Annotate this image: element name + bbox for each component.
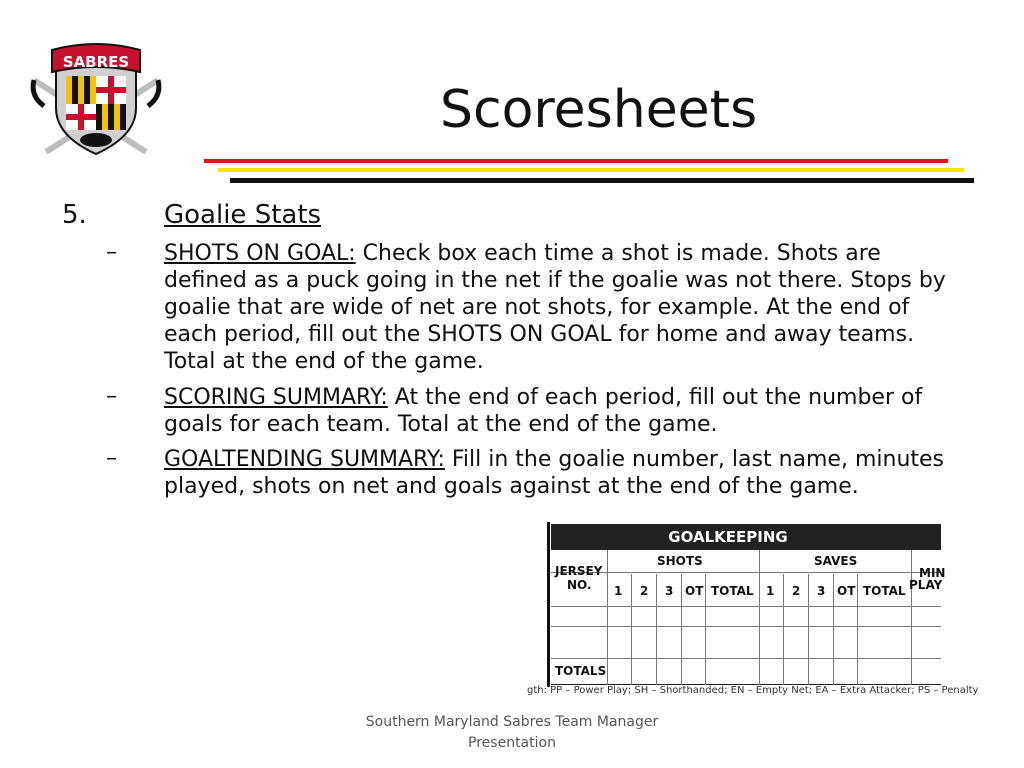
shots-col-ot: OT [685, 584, 704, 598]
bullet-dash: – [106, 446, 117, 471]
goalkeeping-header: GOALKEEPING [551, 524, 941, 550]
grid-line [551, 658, 941, 659]
title-rule-red [204, 159, 948, 163]
grid-line [551, 626, 941, 627]
bullet-dash: – [106, 384, 117, 409]
bullet-text: At the end of each period, fill out the number of goals for each team. Total at the end of the game. [164, 385, 923, 437]
sheet-left-border [547, 522, 550, 687]
saves-col-2: 2 [792, 584, 801, 598]
shots-col-1: 1 [614, 584, 623, 598]
item-number: 5. [62, 200, 87, 230]
bullet-term: SCORING SUMMARY: [164, 385, 388, 410]
saves-col-ot: OT [837, 584, 856, 598]
shots-col-total: TOTAL [711, 584, 754, 598]
slide-title: Scoresheets [440, 80, 758, 140]
sabres-logo [26, 36, 166, 160]
bullet-text: Check box each time a shot is made. Shots are defined as a puck going in the net if the goalie was not there. Stops by goalie that are wide of net are not shots, for example. At the end of each period, fill out the SHOTS ON GOAL for home and away teams. Total at the end of the game. [164, 241, 946, 374]
grid-line [551, 572, 941, 573]
sheet-legend: gth: PP – Power Play; SH – Shorthanded; EN – Empty Net; EA – Extra Attacker; PS – Penalty [527, 685, 979, 696]
grid-line [607, 550, 608, 685]
bullet-text: Fill in the goalie number, last name, minutes played, shots on net and goals against at the end of the game. [164, 447, 945, 499]
bullet-term: GOALTENDING SUMMARY: [164, 447, 445, 472]
goalkeeping-scoresheet-image [527, 520, 979, 696]
bullet-dash: – [106, 240, 117, 265]
grid-line [808, 574, 809, 685]
grid-line [631, 574, 632, 685]
grid-line [759, 550, 760, 685]
bullet-scoring-summary [164, 384, 954, 438]
title-rule-yellow [218, 168, 964, 172]
puck-shape [80, 133, 112, 147]
footer-line-2: Presentation [468, 735, 556, 751]
grid-line [656, 574, 657, 685]
shots-col-3: 3 [665, 584, 674, 598]
maryland-flag-pattern [66, 76, 126, 130]
title-rule-black [230, 178, 974, 183]
jersey-no-label: NO. [567, 578, 592, 592]
played-label: PLAY [909, 578, 943, 592]
minutes-label: MIN [919, 566, 946, 580]
grid-line [551, 606, 941, 607]
grid-line [783, 574, 784, 685]
shots-col-2: 2 [640, 584, 649, 598]
saves-label: SAVES [814, 554, 858, 568]
totals-label: TOTALS [555, 664, 607, 678]
saves-col-1: 1 [766, 584, 775, 598]
logo-text: SABRES [62, 53, 130, 71]
item-heading: Goalie Stats [164, 200, 322, 230]
bullet-goaltending-summary [164, 446, 954, 500]
shots-label: SHOTS [657, 554, 703, 568]
saves-col-total: TOTAL [863, 584, 906, 598]
saves-col-3: 3 [817, 584, 826, 598]
footer-line-1: Southern Maryland Sabres Team Manager [365, 714, 659, 730]
grid-line [911, 550, 912, 685]
jersey-label: JERSEY [555, 564, 603, 578]
grid-line [681, 574, 682, 685]
grid-line [705, 574, 706, 685]
bullet-shots-on-goal [164, 240, 954, 375]
grid-line [833, 574, 834, 685]
grid-line [857, 574, 858, 685]
bullet-term: SHOTS ON GOAL: [164, 241, 356, 266]
slide-footer [312, 712, 712, 754]
